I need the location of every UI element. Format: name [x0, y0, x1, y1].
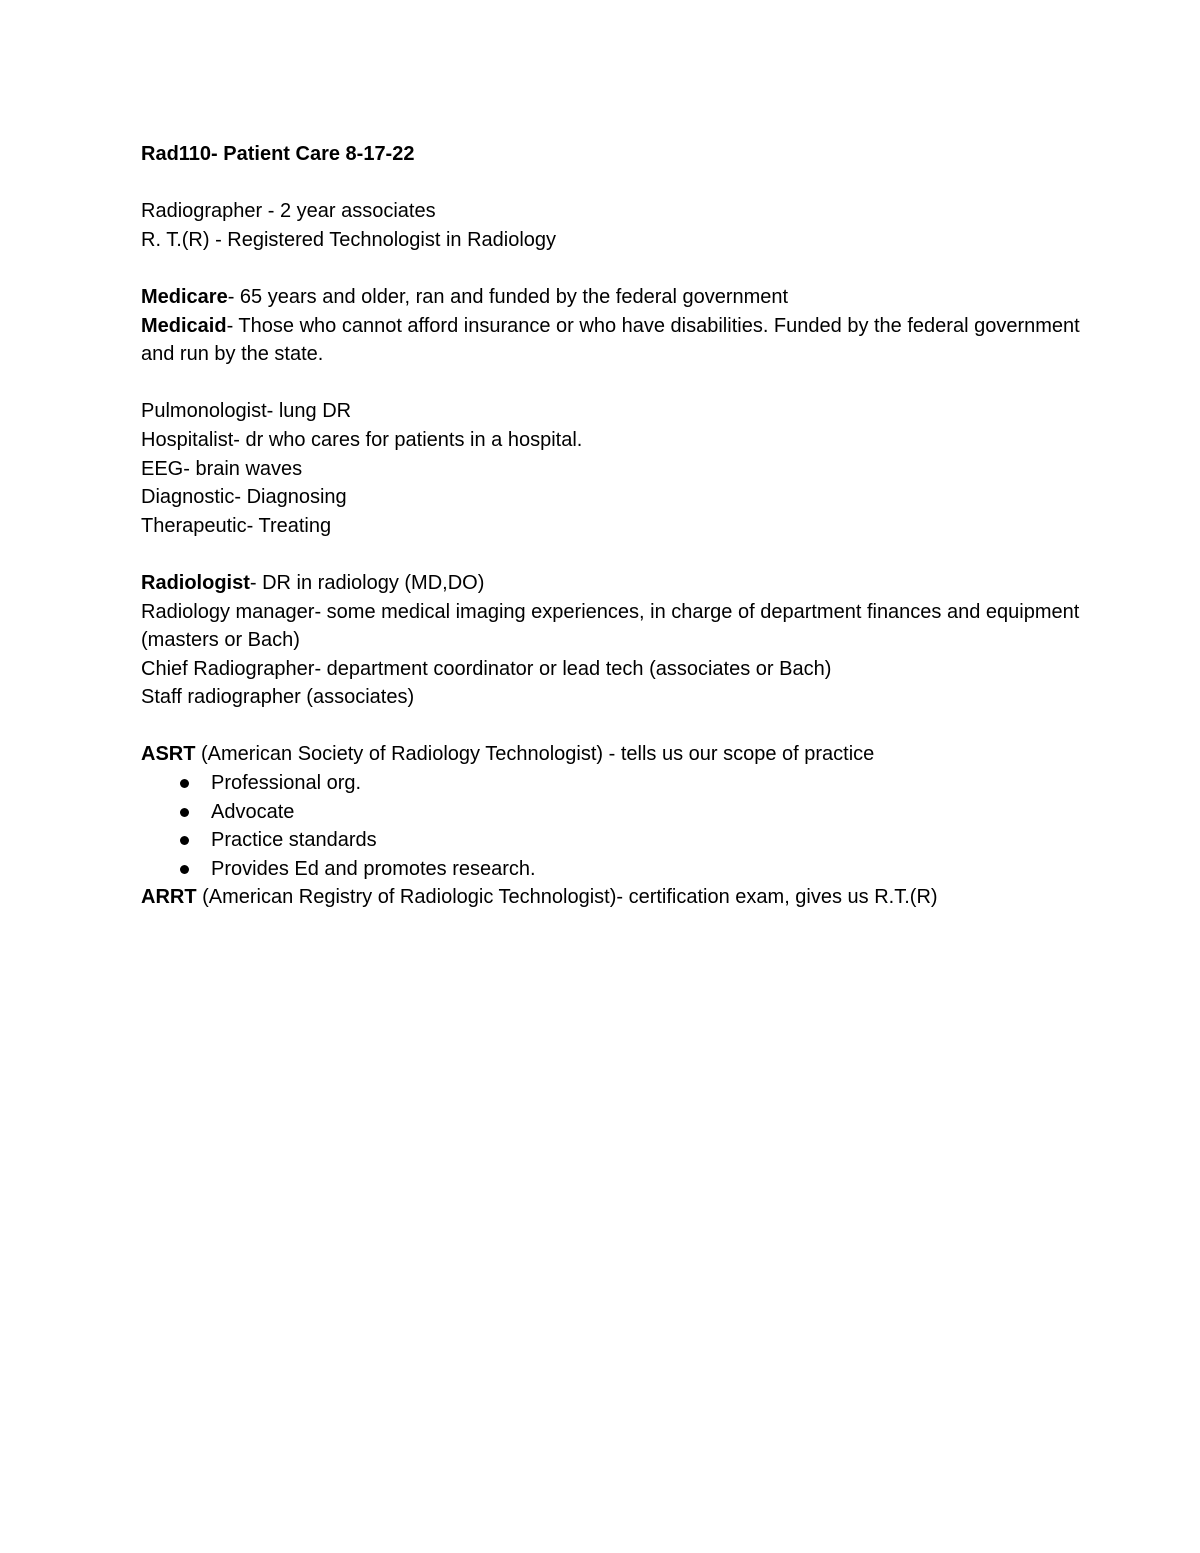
rtr-line: R. T.(R) - Registered Technologist in Radiology: [141, 228, 557, 251]
medicaid-term: Medicaid: [141, 314, 227, 337]
medicaid-line: [141, 312, 1101, 369]
document-title: Rad110- Patient Care 8-17-22: [141, 143, 415, 165]
bullet-dot-icon: [180, 808, 189, 817]
radiologist-definition: - DR in radiology (MD,DO): [249, 571, 485, 594]
specialist-line: EEG- brain waves: [141, 457, 303, 480]
asrt-definition: (American Society of Radiology Technologist) - tells us our scope of practice: [195, 743, 875, 766]
specialist-line: Diagnostic- Diagnosing: [141, 486, 347, 509]
role-line: Radiology manager- some medical imaging experiences, in charge of department finances and equipment (masters or Bach): [141, 600, 1080, 652]
list-item: [141, 855, 1101, 884]
medicare-line: [141, 283, 1101, 312]
spacer: [141, 712, 1101, 741]
specialist-line: Pulmonologist- lung DR: [141, 400, 352, 423]
list-item: [141, 826, 1101, 855]
specialist-line: Hospitalist- dr who cares for patients in a hospital.: [141, 428, 583, 451]
list-item-text: Professional org.: [211, 772, 362, 795]
list-item-text: Advocate: [211, 800, 295, 823]
asrt-term: ASRT: [141, 743, 196, 766]
role-line: Staff radiographer (associates): [141, 686, 415, 709]
radiologist-line: [141, 569, 1101, 598]
arrt-definition: (American Registry of Radiologic Technologist)- certification exam, gives us R.T.(R): [196, 886, 938, 909]
medicare-term: Medicare: [141, 285, 228, 308]
list-item-text: Practice standards: [211, 829, 377, 852]
radiologist-term: Radiologist: [141, 571, 250, 594]
bullet-dot-icon: [180, 779, 189, 788]
arrt-line: [141, 883, 1101, 912]
asrt-bullet-list: [141, 769, 1101, 883]
spacer: [141, 254, 1101, 283]
bullet-dot-icon: [180, 865, 189, 874]
medicare-definition: - 65 years and older, ran and funded by the federal government: [227, 285, 789, 308]
spacer: [141, 169, 1101, 198]
role-line: Chief Radiographer- department coordinator or lead tech (associates or Bach): [141, 657, 832, 680]
specialist-line: Therapeutic- Treating: [141, 514, 332, 537]
arrt-term: ARRT: [141, 886, 197, 909]
spacer: [141, 540, 1101, 569]
list-item: [141, 769, 1101, 798]
radiographer-line: Radiographer - 2 year associates: [141, 200, 436, 223]
asrt-line: [141, 740, 1101, 769]
list-item: [141, 798, 1101, 827]
list-item-text: Provides Ed and promotes research.: [211, 857, 536, 880]
bullet-dot-icon: [180, 836, 189, 845]
document-page: [141, 140, 1101, 912]
spacer: [141, 369, 1101, 398]
medicaid-definition: - Those who cannot afford insurance or who have disabilities. Funded by the federal government and run by the state.: [141, 314, 1080, 366]
